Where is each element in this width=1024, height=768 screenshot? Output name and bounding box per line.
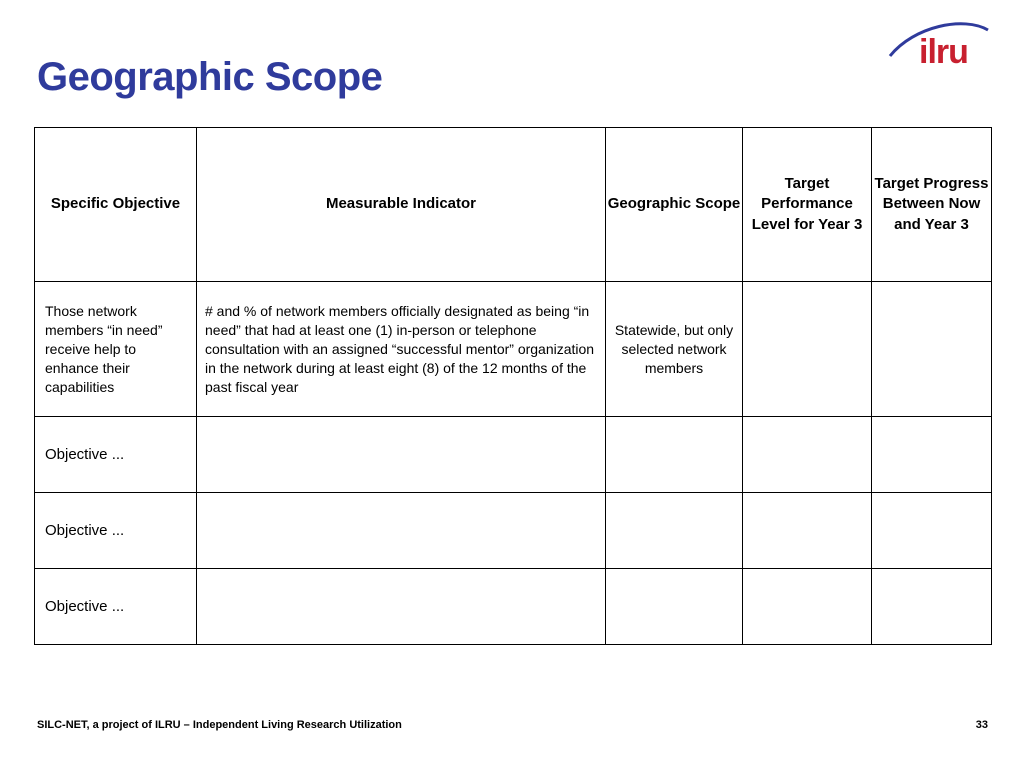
table-row bbox=[35, 417, 992, 493]
target-year3-cell bbox=[743, 569, 872, 645]
target-progress-cell bbox=[872, 569, 992, 645]
indicator-cell: # and % of network members officially designated as being “in need” that had at least one (1) in-person or telephone consultation with an assigned “successful mentor” organization in the network during at least eight (8) of the 12 months of the past fiscal year bbox=[197, 282, 606, 417]
target-year3-cell bbox=[743, 417, 872, 493]
slide-title: Geographic Scope bbox=[37, 55, 383, 99]
objective-cell: Objective ... bbox=[35, 569, 197, 645]
target-progress-cell bbox=[872, 282, 992, 417]
header-specific-objective: Specific Objective bbox=[35, 128, 197, 282]
indicator-cell bbox=[197, 493, 606, 569]
table-header-row bbox=[35, 128, 992, 282]
scope-cell: Statewide, but only selected network members bbox=[606, 282, 743, 417]
scope-cell bbox=[606, 569, 743, 645]
scope-cell bbox=[606, 417, 743, 493]
scope-cell bbox=[606, 493, 743, 569]
indicator-cell bbox=[197, 569, 606, 645]
indicator-cell bbox=[197, 417, 606, 493]
table-row bbox=[35, 282, 992, 417]
page-number: 33 bbox=[975, 719, 988, 731]
target-year3-cell bbox=[743, 282, 872, 417]
table-row bbox=[35, 493, 992, 569]
target-year3-cell bbox=[743, 493, 872, 569]
geographic-scope-table bbox=[34, 127, 992, 645]
header-target-progress: Target Progress Between Now and Year 3 bbox=[872, 128, 992, 282]
objective-cell: Objective ... bbox=[35, 493, 197, 569]
footer-credit: SILC-NET, a project of ILRU – Independent Living Research Utilization bbox=[37, 719, 402, 731]
target-progress-cell bbox=[872, 417, 992, 493]
table-row bbox=[35, 569, 992, 645]
header-measurable-indicator: Measurable Indicator bbox=[197, 128, 606, 282]
target-progress-cell bbox=[872, 493, 992, 569]
objective-cell: Those network members “in need” receive help to enhance their capabilities bbox=[35, 282, 197, 417]
header-target-performance: Target Performance Level for Year 3 bbox=[743, 128, 872, 282]
logo-text: ilru bbox=[919, 33, 968, 71]
objective-cell: Objective ... bbox=[35, 417, 197, 493]
header-geographic-scope: Geographic Scope bbox=[606, 128, 743, 282]
